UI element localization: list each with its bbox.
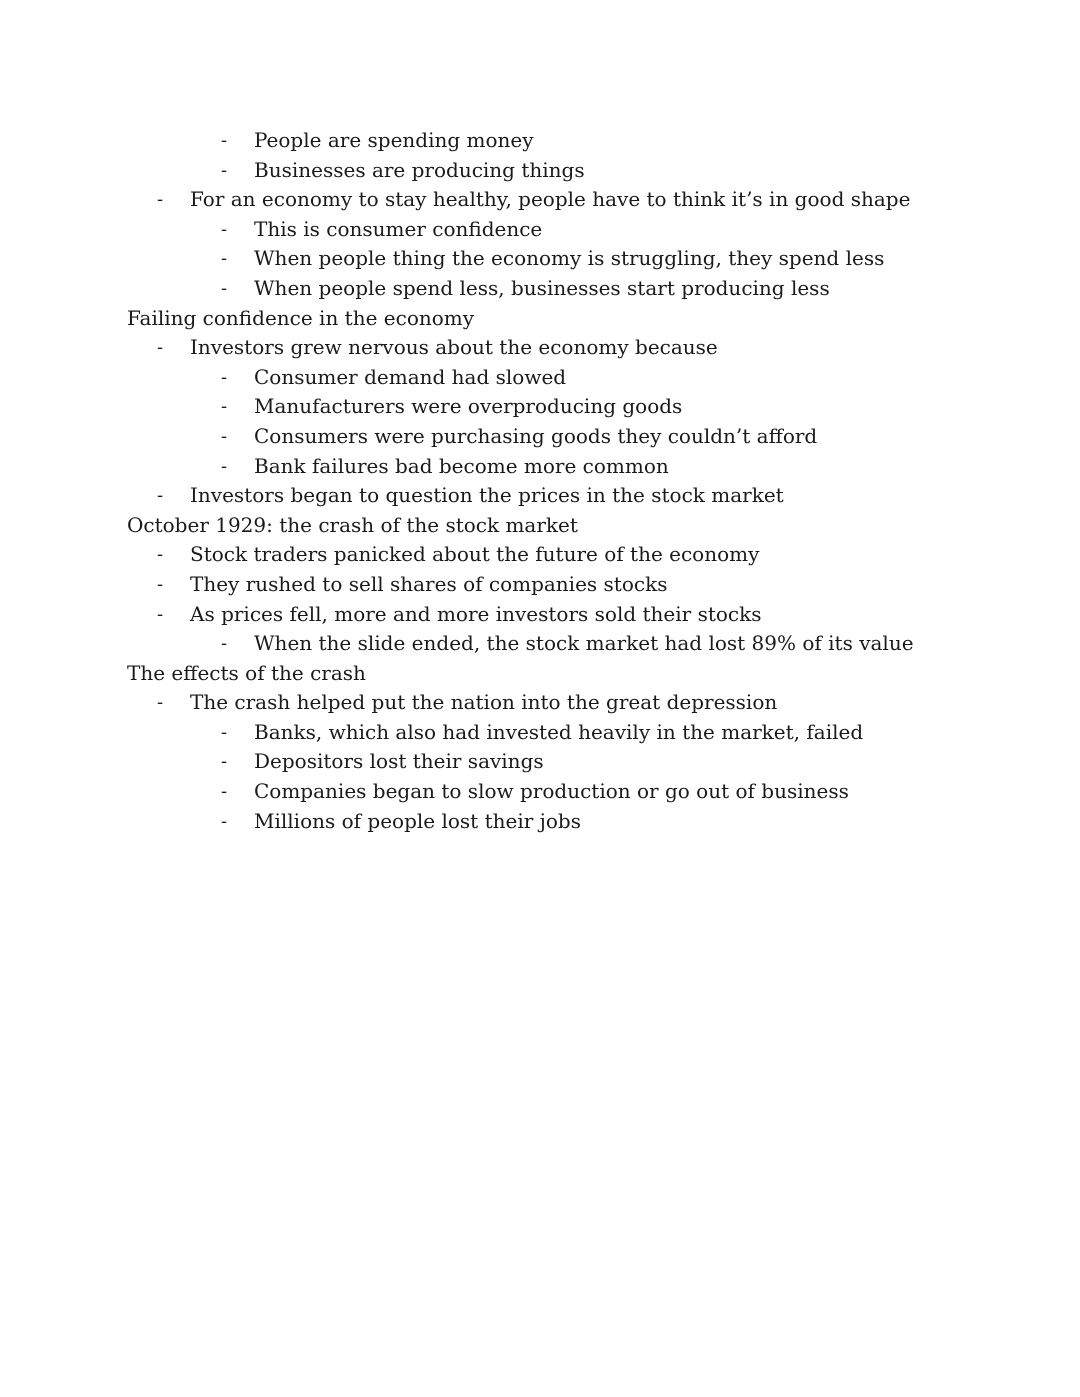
note-line	[0, 570, 1080, 600]
note-line	[0, 244, 1080, 274]
note-text: Investors grew nervous about the economy because	[190, 335, 718, 360]
note-line	[0, 126, 1080, 156]
dash-bullet: -	[157, 544, 164, 566]
note-text: When people spend less, businesses start producing less	[254, 275, 830, 300]
dash-bullet: -	[221, 781, 228, 803]
note-text: Depositors lost their savings	[254, 749, 544, 774]
note-line	[0, 481, 1080, 511]
dash-bullet: -	[157, 573, 164, 595]
note-line	[0, 156, 1080, 186]
note-text: Manufacturers were overproducing goods	[254, 394, 683, 419]
note-line	[0, 363, 1080, 393]
note-line	[0, 215, 1080, 245]
dash-bullet: -	[157, 189, 164, 211]
heading-text: October 1929: the crash of the stock market	[127, 512, 578, 537]
notes-document	[0, 126, 1080, 836]
note-text: Investors began to question the prices in the stock market	[190, 483, 784, 508]
dash-bullet: -	[221, 159, 228, 181]
dash-bullet: -	[221, 455, 228, 477]
heading-text: Failing confidence in the economy	[127, 305, 475, 330]
dash-bullet: -	[157, 603, 164, 625]
note-line	[0, 452, 1080, 482]
note-text: When people thing the economy is struggling, they spend less	[254, 246, 885, 271]
section-heading	[0, 659, 1080, 689]
note-text: This is consumer confidence	[254, 216, 543, 241]
note-line	[0, 777, 1080, 807]
note-text: As prices fell, more and more investors sold their stocks	[190, 601, 762, 626]
note-line	[0, 600, 1080, 630]
note-line	[0, 718, 1080, 748]
note-text: Businesses are producing things	[254, 157, 585, 182]
note-text: Bank failures bad become more common	[254, 453, 669, 478]
note-text: Consumers were purchasing goods they couldn’t afford	[254, 423, 818, 448]
dash-bullet: -	[221, 277, 228, 299]
heading-text: The effects of the crash	[127, 660, 366, 685]
note-text: Stock traders panicked about the future of the economy	[190, 542, 760, 567]
dash-bullet: -	[221, 751, 228, 773]
note-text: The crash helped put the nation into the great depression	[190, 690, 778, 715]
note-line	[0, 747, 1080, 777]
note-text: When the slide ended, the stock market had lost 89% of its value	[254, 631, 914, 656]
note-text: They rushed to sell shares of companies stocks	[190, 571, 668, 596]
dash-bullet: -	[221, 366, 228, 388]
note-text: People are spending money	[254, 128, 534, 152]
note-line	[0, 807, 1080, 837]
section-heading	[0, 304, 1080, 334]
dash-bullet: -	[221, 425, 228, 447]
dash-bullet: -	[157, 692, 164, 714]
dash-bullet: -	[221, 810, 228, 832]
note-text: Companies began to slow production or go out of business	[254, 779, 849, 804]
note-text: Banks, which also had invested heavily in the market, failed	[254, 719, 864, 744]
dash-bullet: -	[157, 485, 164, 507]
note-line	[0, 688, 1080, 718]
note-line	[0, 629, 1080, 659]
dash-bullet: -	[221, 721, 228, 743]
dash-bullet: -	[221, 248, 228, 270]
note-line	[0, 392, 1080, 422]
dash-bullet: -	[221, 130, 228, 151]
note-text: For an economy to stay healthy, people have to think it’s in good shape	[190, 187, 911, 212]
dash-bullet: -	[221, 218, 228, 240]
note-line	[0, 274, 1080, 304]
dash-bullet: -	[157, 337, 164, 359]
note-text: Consumer demand had slowed	[254, 364, 567, 389]
note-line	[0, 422, 1080, 452]
note-line	[0, 540, 1080, 570]
section-heading	[0, 511, 1080, 541]
note-line	[0, 333, 1080, 363]
dash-bullet: -	[221, 633, 228, 655]
note-line	[0, 185, 1080, 215]
note-text: Millions of people lost their jobs	[254, 808, 581, 833]
dash-bullet: -	[221, 396, 228, 418]
